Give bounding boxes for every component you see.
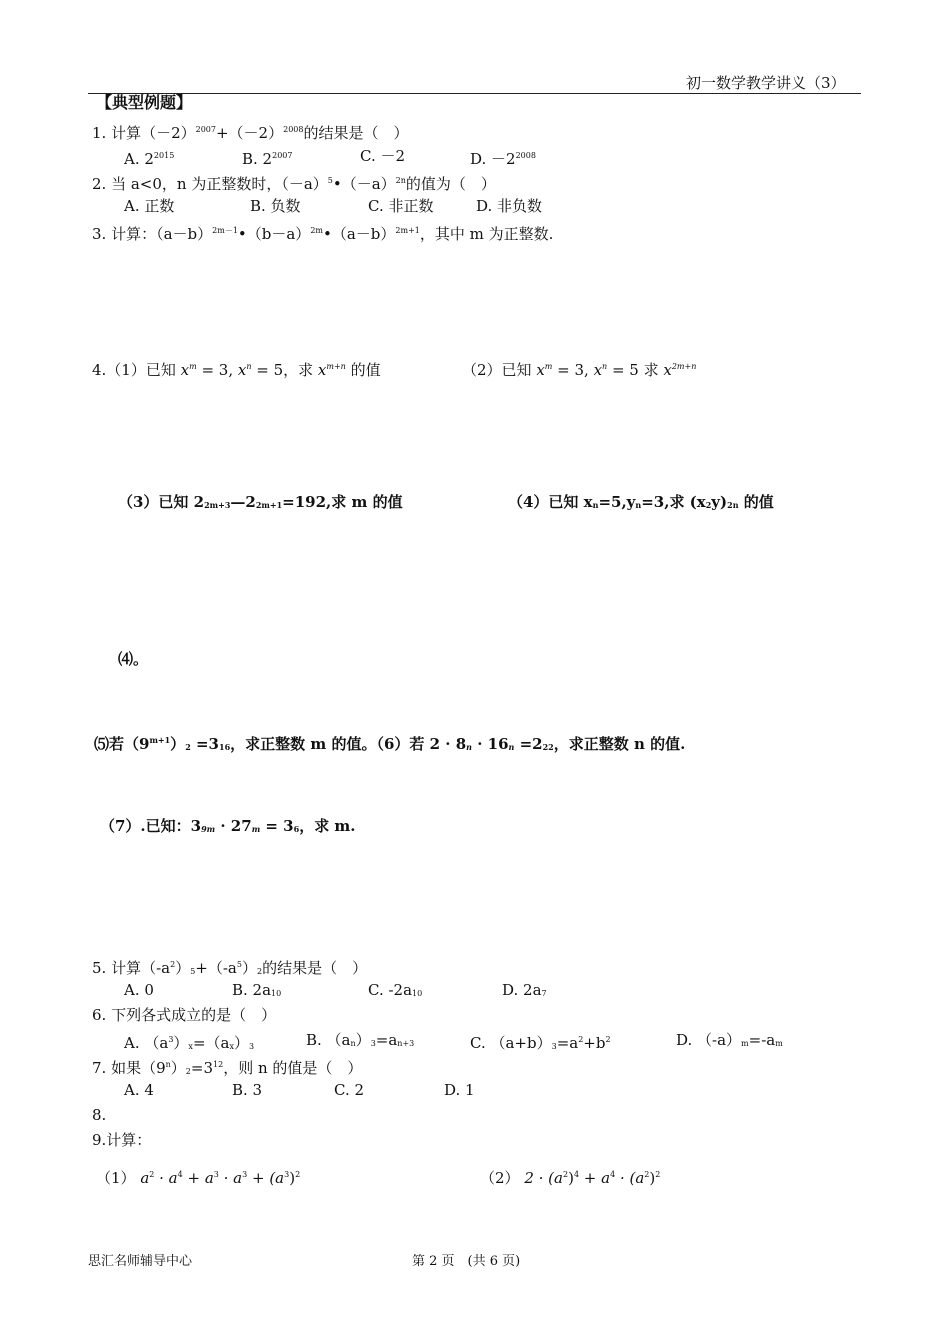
footer-page-number: 第 2 页 (共 6 页) [412,1254,521,1269]
question-7-option-a: A. 4 [124,1081,154,1099]
section-title: 【典型例题】 [96,93,193,112]
question-6-option-c: C. $(a+b)3=a^2+b^2$ [470,1034,611,1052]
question-2-option-c: C. 非正数 [368,197,434,215]
question-4-part-4: （4）已知 xn=5,yn=3,求 (x2y)2n 的值 [508,493,774,511]
question-6-option-b: B. （an）3=an+3 [306,1031,415,1049]
question-5: 5. 计算$(-a^2)5+(-a^5)2$的结果是（ ） [92,959,368,977]
question-6: 6. 下列各式成立的是（ ） [92,1006,277,1024]
question-7-option-c: C. 2 [334,1081,365,1099]
question-9-part-2: （2） $2 \cdot (a^2)^4 + a^4 \cdot (a^2)^2$ [480,1169,661,1187]
question-7-option-d: D. 1 [444,1081,475,1099]
question-9-part-1: （1） $a^2 \cdot a^4 + a^3 \cdot a^3 + (a^3)^2$ [96,1169,301,1187]
question-7-option-b: B. 3 [232,1081,263,1099]
question-2-option-b: B. 负数 [250,197,301,215]
page-header-title: 初一数学教学讲义（3） [686,74,846,92]
question-4-part-3: （3）已知 22m+3—22m+1=192,求 m 的值 [118,493,403,511]
question-8: 8. [92,1106,107,1124]
question-1-option-b: B. $2^{2007}$ [242,150,293,168]
question-4-parts-5-6: ⑸若$(9^{m+1})2 =316$，求正整数 m 的值。（6）若 2 · 8n · 16n =222，求正整数 n 的值. [94,735,686,753]
question-7: 7. 如果$(9^n)2=3^{12}$，则 n 的值是（ ） [92,1059,363,1077]
question-5-option-c: C. -2a10 [368,981,423,999]
question-9: 9.计算： [92,1131,152,1149]
question-4-part-2: （2）已知 $x^m = 3$, $x^n = 5$ 求 $x^{2m+n}$ [462,361,697,379]
question-1-option-d: D. $-2^{2008}$ [470,150,536,168]
question-2: 2. 当 a<0，n 为正整数时，$(-a)^5•(-a)^{2n}$的值为（ ） [92,175,496,193]
question-4-part-7: （7）.已知：39m · 27m = 36，求 m. [100,817,356,835]
question-1: 1. 计算$(-2)^{2007}+(-2)^{2008}$的结果是（ ） [92,124,409,142]
question-2-option-a: A. 正数 [124,197,175,215]
question-1-option-c: C. －2 [360,147,406,165]
question-3: 3. 计算：$(a-b)^{2m-1}•(b-a)^{2m}•(a-b)^{2m+1}$，其中 m 为正整数. [92,225,554,243]
footer-center-name: 思汇名师辅导中心 [88,1254,193,1269]
question-5-option-d: D. 2a7 [502,981,547,999]
question-5-option-b: B. 2a10 [232,981,282,999]
question-4-part-4-marker: ⑷。 [118,650,149,668]
question-5-option-a: A. 0 [124,981,154,999]
header-rule [88,93,861,94]
question-4-part-1: 4.（1）已知 $x^m = 3$, $x^n = 5$，求 $x^{m+n}$ 的值 [92,361,381,379]
question-2-option-d: D. 非负数 [476,197,543,215]
question-6-option-a: A. $(a^3)x=(ax)3$ [124,1034,255,1052]
question-1-option-a: A. $2^{2015}$ [124,150,175,168]
question-6-option-d: D. （-a）m=-am [676,1031,783,1049]
